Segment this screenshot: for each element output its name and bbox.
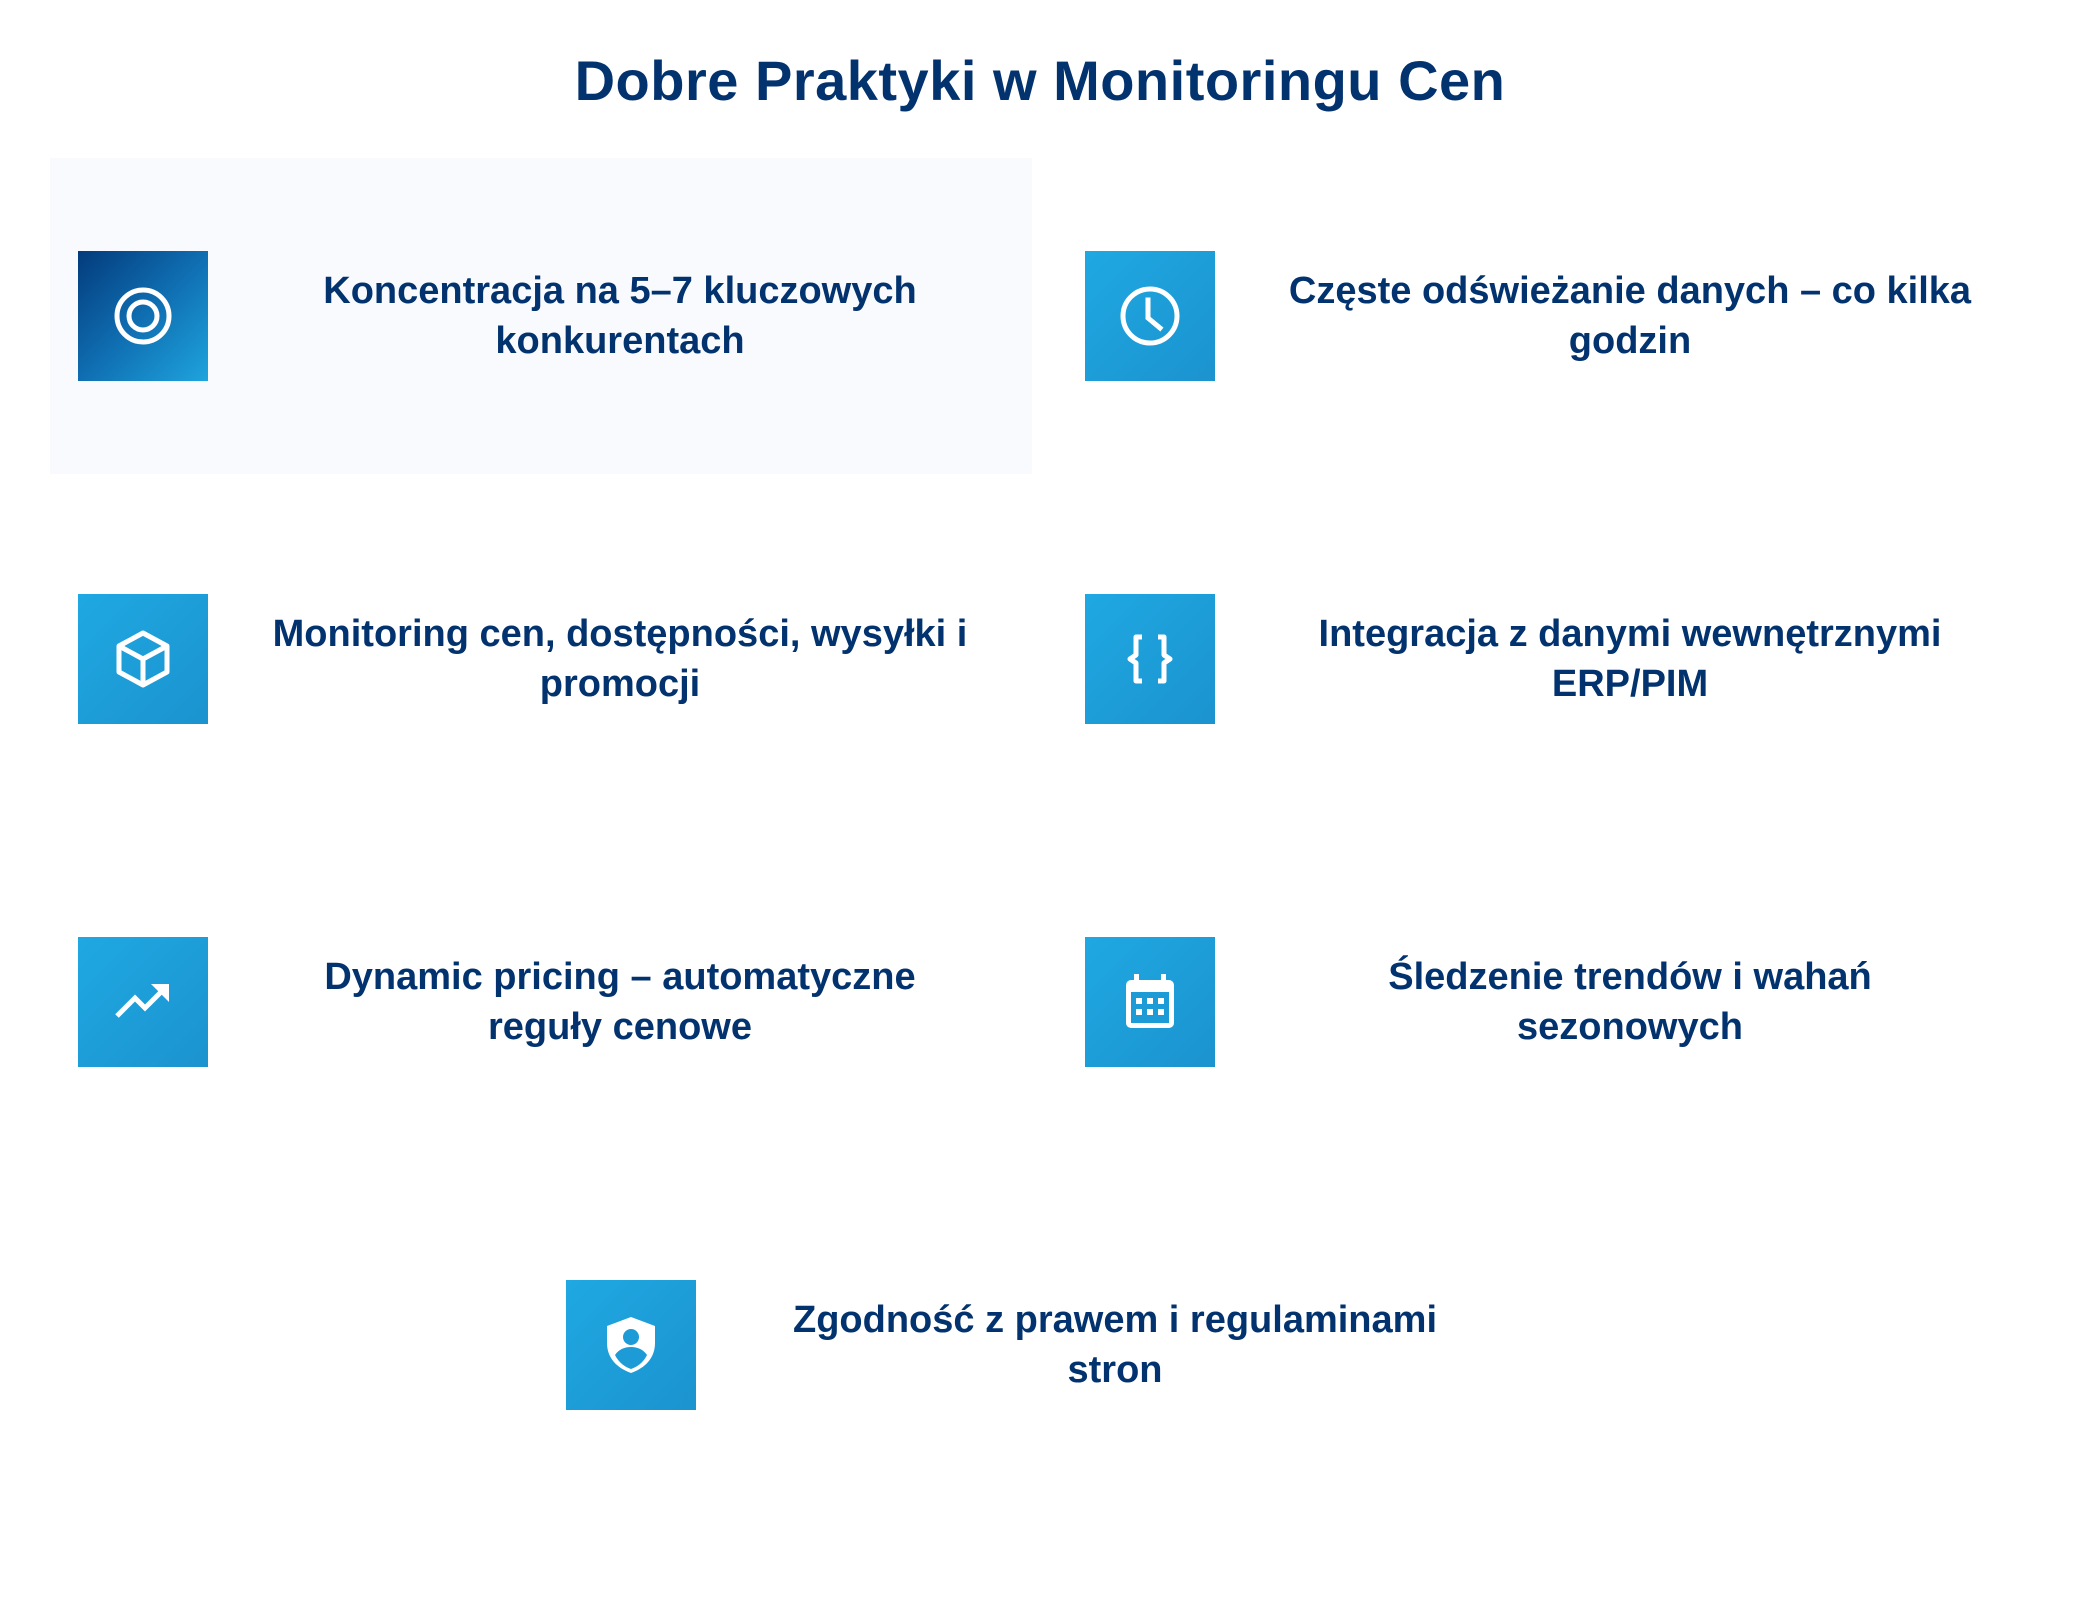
shield-user-icon bbox=[599, 1313, 663, 1377]
clock-icon bbox=[1118, 284, 1182, 348]
trending-up-icon bbox=[111, 970, 175, 1034]
practice-icon-box bbox=[1085, 937, 1215, 1067]
code-braces-icon bbox=[1118, 627, 1182, 691]
practice-icon-box bbox=[1085, 594, 1215, 724]
practice-label: Częste odświeżanie danych – co kilka godzin bbox=[1288, 270, 1972, 362]
calendar-icon bbox=[1118, 970, 1182, 1034]
target-icon bbox=[111, 284, 175, 348]
practice-icon-box bbox=[78, 594, 208, 724]
box-icon bbox=[111, 627, 175, 691]
practice-label: Śledzenie trendów i wahań sezonowych bbox=[1388, 956, 1872, 1048]
practice-label: Zgodność z prawem i regulaminami stron bbox=[792, 1299, 1437, 1391]
practice-label: Koncentracja na 5–7 kluczowych konkurentach bbox=[323, 270, 917, 362]
practice-label: Dynamic pricing – automatyczne reguły cenowe bbox=[324, 956, 916, 1048]
page-title: Dobre Praktyki w Monitoringu Cen bbox=[574, 49, 1506, 112]
practice-icon-box bbox=[1085, 251, 1215, 381]
practice-label: Integracja z danymi wewnętrznymi ERP/PIM bbox=[1318, 613, 1942, 705]
practice-icon-box bbox=[78, 937, 208, 1067]
practice-icon-box bbox=[566, 1280, 696, 1410]
practice-label: Monitoring cen, dostępności, wysyłki i promocji bbox=[272, 613, 968, 705]
practice-icon-box bbox=[78, 251, 208, 381]
